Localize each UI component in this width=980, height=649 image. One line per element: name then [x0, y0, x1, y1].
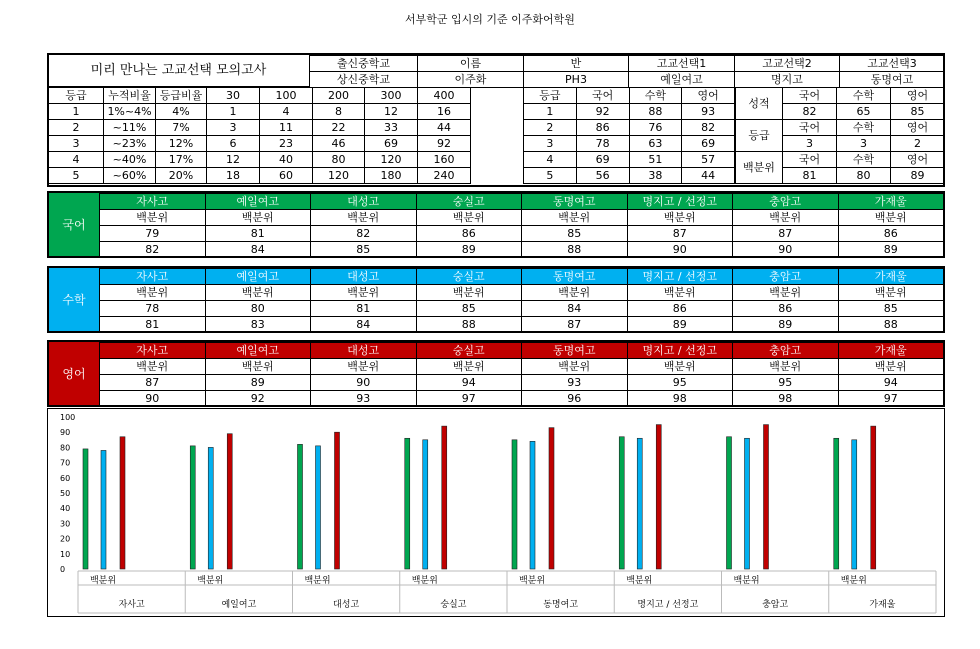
percentile-label: 백분위 [416, 285, 522, 301]
percentile-label: 백분위 [522, 210, 628, 226]
result-group-label: 성적 [736, 88, 783, 120]
y-tick-label: 100 [60, 413, 76, 422]
x-sub-label: 백분위 [411, 576, 438, 586]
table-row [49, 120, 471, 136]
table-cell: 44 [682, 168, 735, 184]
chart-bar [227, 434, 232, 569]
percentile-value: 84 [205, 242, 311, 258]
table-cell: 11 [260, 120, 313, 136]
school-header: 충암고 [733, 343, 839, 359]
chart-bar [316, 446, 321, 569]
table-cell: 93 [682, 104, 735, 120]
percentile-label: 백분위 [311, 210, 417, 226]
percentile-label: 백분위 [627, 359, 733, 375]
table-row [49, 168, 471, 184]
result-value: 80 [837, 168, 891, 184]
x-category-label: 충암고 [762, 600, 789, 610]
table-cell: 8 [313, 104, 365, 120]
table-cell: 3 [524, 136, 577, 152]
percentile-value: 96 [522, 391, 628, 407]
table-cell: 1 [524, 104, 577, 120]
percentile-label: 백분위 [416, 359, 522, 375]
table-cell: 23 [260, 136, 313, 152]
percentile-label: 백분위 [838, 210, 944, 226]
table-row [49, 136, 471, 152]
x-category-label: 가재울 [869, 600, 896, 610]
table-cell: 82 [682, 120, 735, 136]
table-cell: 160 [418, 152, 471, 168]
percentile-value: 97 [838, 391, 944, 407]
table-cell: 78 [576, 136, 629, 152]
y-tick-label: 30 [60, 519, 71, 529]
percentile-value: 87 [627, 226, 733, 242]
table-cell: 44 [418, 120, 471, 136]
school-header: 숭실고 [416, 269, 522, 285]
chart-bar [83, 449, 88, 569]
chart-bar [101, 450, 106, 569]
x-sub-label: 백분위 [840, 576, 867, 586]
grade-table-header: 300 [365, 88, 418, 104]
percentile-label: 백분위 [838, 285, 944, 301]
table-cell: 3 [207, 120, 260, 136]
table-cell: 120 [313, 168, 365, 184]
table-cell: 1 [49, 104, 104, 120]
result-subject: 국어 [783, 152, 837, 168]
table-cell: 92 [576, 104, 629, 120]
school-header: 자사고 [100, 269, 206, 285]
percentile-value: 87 [522, 317, 628, 333]
percentile-label: 백분위 [416, 210, 522, 226]
school-header: 동명여고 [522, 194, 628, 210]
info-value: 동명여고 [840, 72, 945, 88]
percentile-value: 98 [627, 391, 733, 407]
chart-bar [834, 438, 839, 569]
x-sub-label: 백분위 [197, 576, 224, 586]
percentile-value: 90 [100, 391, 206, 407]
table-cell: 1 [207, 104, 260, 120]
table-cell: 3 [49, 136, 104, 152]
percentile-value: 94 [416, 375, 522, 391]
table-cell: 1%~4% [104, 104, 156, 120]
table-cell: 2 [524, 120, 577, 136]
percentile-value: 89 [205, 375, 311, 391]
school-header: 동명여고 [522, 343, 628, 359]
school-header: 자사고 [100, 343, 206, 359]
school-header: 대성고 [311, 343, 417, 359]
x-sub-label: 백분위 [733, 576, 760, 586]
table-cell: 69 [682, 136, 735, 152]
result-subject: 영어 [891, 152, 945, 168]
percentile-value: 86 [627, 301, 733, 317]
chart-bar [512, 440, 517, 569]
school-header: 예일여고 [205, 269, 311, 285]
info-label: 고교선택1 [629, 56, 735, 72]
percentile-value: 89 [733, 317, 839, 333]
chart-bar [423, 440, 428, 569]
x-sub-label: 백분위 [89, 576, 117, 586]
y-tick-label: 90 [60, 428, 71, 438]
grade-table-header: 누적비율 [104, 88, 156, 104]
percentile-value: 83 [205, 317, 311, 333]
info-value: 상신중학교 [310, 72, 418, 88]
y-tick-label: 80 [60, 443, 71, 453]
result-subject: 수학 [837, 88, 891, 104]
school-header: 명지고 / 선정고 [627, 343, 733, 359]
table-cell: 7% [156, 120, 207, 136]
percentile-value: 90 [311, 375, 417, 391]
percentile-label: 백분위 [100, 285, 206, 301]
percentile-value: 98 [733, 391, 839, 407]
subject-label: 수학 [49, 268, 99, 331]
chart-bar [871, 426, 876, 569]
school-header: 예일여고 [205, 343, 311, 359]
table-row [49, 152, 471, 168]
percentile-label: 백분위 [733, 359, 839, 375]
table-cell: 18 [207, 168, 260, 184]
table-cell: 4 [49, 152, 104, 168]
percentile-label: 백분위 [205, 285, 311, 301]
percentile-value: 84 [311, 317, 417, 333]
y-tick-label: 60 [60, 473, 71, 483]
percentile-value: 90 [733, 242, 839, 258]
y-tick-label: 10 [60, 549, 71, 559]
percentile-value: 89 [627, 317, 733, 333]
table-cell: ~23% [104, 136, 156, 152]
percentile-label: 백분위 [311, 359, 417, 375]
percentile-value: 85 [311, 242, 417, 258]
table-cell: 2 [49, 120, 104, 136]
percentile-value: 81 [205, 226, 311, 242]
table-cell: 16 [418, 104, 471, 120]
percentile-value: 80 [205, 301, 311, 317]
percentile-value: 97 [416, 391, 522, 407]
percentile-value: 92 [205, 391, 311, 407]
school-header: 숭실고 [416, 194, 522, 210]
chart-bar [335, 432, 340, 569]
result-value: 3 [837, 136, 891, 152]
result-subject: 수학 [837, 120, 891, 136]
result-value: 82 [783, 104, 837, 120]
table-row [524, 168, 735, 184]
info-label: 고교선택3 [840, 56, 945, 72]
percentile-value: 79 [100, 226, 206, 242]
chart-bar [442, 426, 447, 569]
table-cell: 33 [365, 120, 418, 136]
school-header: 명지고 / 선정고 [627, 269, 733, 285]
info-label: 출신중학교 [310, 56, 418, 72]
x-category-label: 대성고 [333, 600, 360, 610]
chart-bar [619, 437, 624, 569]
percentile-value: 78 [100, 301, 206, 317]
school-header: 동명여고 [522, 269, 628, 285]
score-table-header: 영어 [682, 88, 735, 104]
school-header: 가재울 [838, 269, 944, 285]
percentile-value: 81 [100, 317, 206, 333]
percentile-value: 93 [311, 391, 417, 407]
chart-bar [637, 438, 642, 569]
school-header: 예일여고 [205, 194, 311, 210]
y-tick-label: 70 [60, 458, 71, 468]
table-cell: ~11% [104, 120, 156, 136]
percentile-value: 87 [100, 375, 206, 391]
table-cell: 12% [156, 136, 207, 152]
score-table-header: 수학 [629, 88, 682, 104]
table-cell: 240 [418, 168, 471, 184]
percentile-label: 백분위 [100, 210, 206, 226]
percentile-value: 87 [733, 226, 839, 242]
table-row [524, 120, 735, 136]
table-cell: 46 [313, 136, 365, 152]
info-value: 명지고 [735, 72, 840, 88]
percentile-value: 85 [522, 226, 628, 242]
result-value: 81 [783, 168, 837, 184]
grade-table-header: 400 [418, 88, 471, 104]
percentile-value: 95 [627, 375, 733, 391]
percentile-chart-svg [48, 409, 944, 616]
school-header: 자사고 [100, 194, 206, 210]
school-header: 숭실고 [416, 343, 522, 359]
percentile-label: 백분위 [733, 285, 839, 301]
subject-percentile-table [99, 193, 944, 258]
table-cell: 12 [207, 152, 260, 168]
info-label: 반 [524, 56, 629, 72]
subject-label: 국어 [49, 193, 99, 256]
info-value: PH3 [524, 72, 629, 88]
chart-bar [298, 444, 303, 569]
result-group-label: 등급 [736, 120, 783, 152]
percentile-value: 88 [416, 317, 522, 333]
student-result-table [735, 87, 945, 184]
table-cell: 5 [524, 168, 577, 184]
percentile-chart [47, 408, 945, 617]
table-cell: 20% [156, 168, 207, 184]
x-category-label: 자사고 [118, 600, 145, 610]
percentile-value: 90 [627, 242, 733, 258]
percentile-label: 백분위 [205, 359, 311, 375]
percentile-value: 86 [416, 226, 522, 242]
result-value: 65 [837, 104, 891, 120]
result-value: 3 [783, 136, 837, 152]
table-cell: 69 [365, 136, 418, 152]
y-tick-label: 40 [60, 504, 71, 514]
result-subject: 국어 [783, 120, 837, 136]
chart-bar [530, 441, 535, 569]
student-info-table [309, 55, 945, 88]
table-cell: 80 [313, 152, 365, 168]
y-tick-label: 50 [60, 489, 71, 498]
table-cell: 69 [576, 152, 629, 168]
percentile-value: 89 [838, 242, 944, 258]
exam-title: 미리 만나는 고교선택 모의고사 [48, 55, 310, 87]
table-cell: 51 [629, 152, 682, 168]
x-category-label: 숭실고 [440, 600, 467, 610]
school-header: 명지고 / 선정고 [627, 194, 733, 210]
x-sub-label: 백분위 [626, 576, 653, 586]
result-group-label: 백분위 [736, 152, 783, 184]
table-cell: 5 [49, 168, 104, 184]
table-cell: 86 [576, 120, 629, 136]
subject-label: 영어 [49, 342, 99, 405]
chart-bar [208, 447, 213, 569]
chart-bar [120, 437, 125, 569]
percentile-value: 82 [311, 226, 417, 242]
table-cell: 92 [418, 136, 471, 152]
y-tick-label: 0 [60, 565, 66, 574]
table-cell: 38 [629, 168, 682, 184]
result-subject: 국어 [783, 88, 837, 104]
info-label: 고교선택2 [735, 56, 840, 72]
chart-bar [852, 440, 857, 569]
result-subject: 영어 [891, 120, 945, 136]
score-table-header: 국어 [576, 88, 629, 104]
chart-bar [190, 446, 195, 569]
table-cell: ~40% [104, 152, 156, 168]
table-cell: 88 [629, 104, 682, 120]
table-row [524, 136, 735, 152]
percentile-label: 백분위 [627, 285, 733, 301]
result-value: 89 [891, 168, 945, 184]
percentile-value: 93 [522, 375, 628, 391]
percentile-label: 백분위 [627, 210, 733, 226]
table-cell: 12 [365, 104, 418, 120]
table-cell: 40 [260, 152, 313, 168]
subject-percentile-table [99, 342, 944, 407]
table-cell: 4 [260, 104, 313, 120]
x-sub-label: 백분위 [518, 576, 546, 586]
info-value: 이주화 [418, 72, 524, 88]
percentile-value: 95 [733, 375, 839, 391]
table-cell: 57 [682, 152, 735, 168]
table-cell: 63 [629, 136, 682, 152]
school-header: 대성고 [311, 269, 417, 285]
percentile-label: 백분위 [522, 359, 628, 375]
percentile-value: 85 [416, 301, 522, 317]
table-cell: 17% [156, 152, 207, 168]
table-cell: 6 [207, 136, 260, 152]
table-cell: ~60% [104, 168, 156, 184]
table-cell: 60 [260, 168, 313, 184]
table-row [524, 152, 735, 168]
grade-table-header: 등급 [49, 88, 104, 104]
percentile-value: 81 [311, 301, 417, 317]
table-row [49, 104, 471, 120]
x-category-label: 동명여고 [543, 600, 579, 610]
table-cell: 22 [313, 120, 365, 136]
percentile-label: 백분위 [100, 359, 206, 375]
grade-score-table [523, 87, 735, 184]
percentile-value: 86 [838, 226, 944, 242]
percentile-value: 84 [522, 301, 628, 317]
table-cell: 56 [576, 168, 629, 184]
y-tick-label: 20 [60, 534, 71, 544]
table-row [524, 104, 735, 120]
school-header: 가재울 [838, 194, 944, 210]
percentile-value: 86 [733, 301, 839, 317]
table-cell: 180 [365, 168, 418, 184]
table-cell: 120 [365, 152, 418, 168]
percentile-label: 백분위 [205, 210, 311, 226]
grade-table-header: 30 [207, 88, 260, 104]
percentile-value: 88 [522, 242, 628, 258]
x-category-label: 예일여고 [221, 600, 257, 610]
chart-bar [727, 437, 732, 569]
percentile-label: 백분위 [311, 285, 417, 301]
grade-ratio-table [48, 87, 471, 184]
table-cell: 4 [524, 152, 577, 168]
percentile-value: 94 [838, 375, 944, 391]
score-table-header: 등급 [524, 88, 577, 104]
subject-percentile-table [99, 268, 944, 333]
percentile-value: 82 [100, 242, 206, 258]
percentile-label: 백분위 [522, 285, 628, 301]
result-value: 85 [891, 104, 945, 120]
table-cell: 76 [629, 120, 682, 136]
page-title: 서부학군 입시의 기준 이주화어학원 [405, 13, 575, 26]
x-category-label: 명지고 / 선정고 [637, 600, 699, 610]
percentile-value: 88 [838, 317, 944, 333]
grade-table-header: 등급비율 [156, 88, 207, 104]
school-header: 가재울 [838, 343, 944, 359]
result-subject: 영어 [891, 88, 945, 104]
chart-bar [405, 438, 410, 569]
chart-bar [764, 425, 769, 569]
school-header: 대성고 [311, 194, 417, 210]
info-label: 이름 [418, 56, 524, 72]
x-sub-label: 백분위 [304, 576, 331, 586]
percentile-label: 백분위 [838, 359, 944, 375]
school-header: 충암고 [733, 194, 839, 210]
grade-table-header: 200 [313, 88, 365, 104]
table-cell: 4% [156, 104, 207, 120]
chart-bar [549, 428, 554, 569]
percentile-value: 89 [416, 242, 522, 258]
percentile-label: 백분위 [733, 210, 839, 226]
result-value: 2 [891, 136, 945, 152]
grade-table-header: 100 [260, 88, 313, 104]
school-header: 충암고 [733, 269, 839, 285]
result-subject: 수학 [837, 152, 891, 168]
percentile-value: 85 [838, 301, 944, 317]
info-value: 예일여고 [629, 72, 735, 88]
chart-bar [745, 438, 750, 569]
chart-bar [656, 425, 661, 569]
